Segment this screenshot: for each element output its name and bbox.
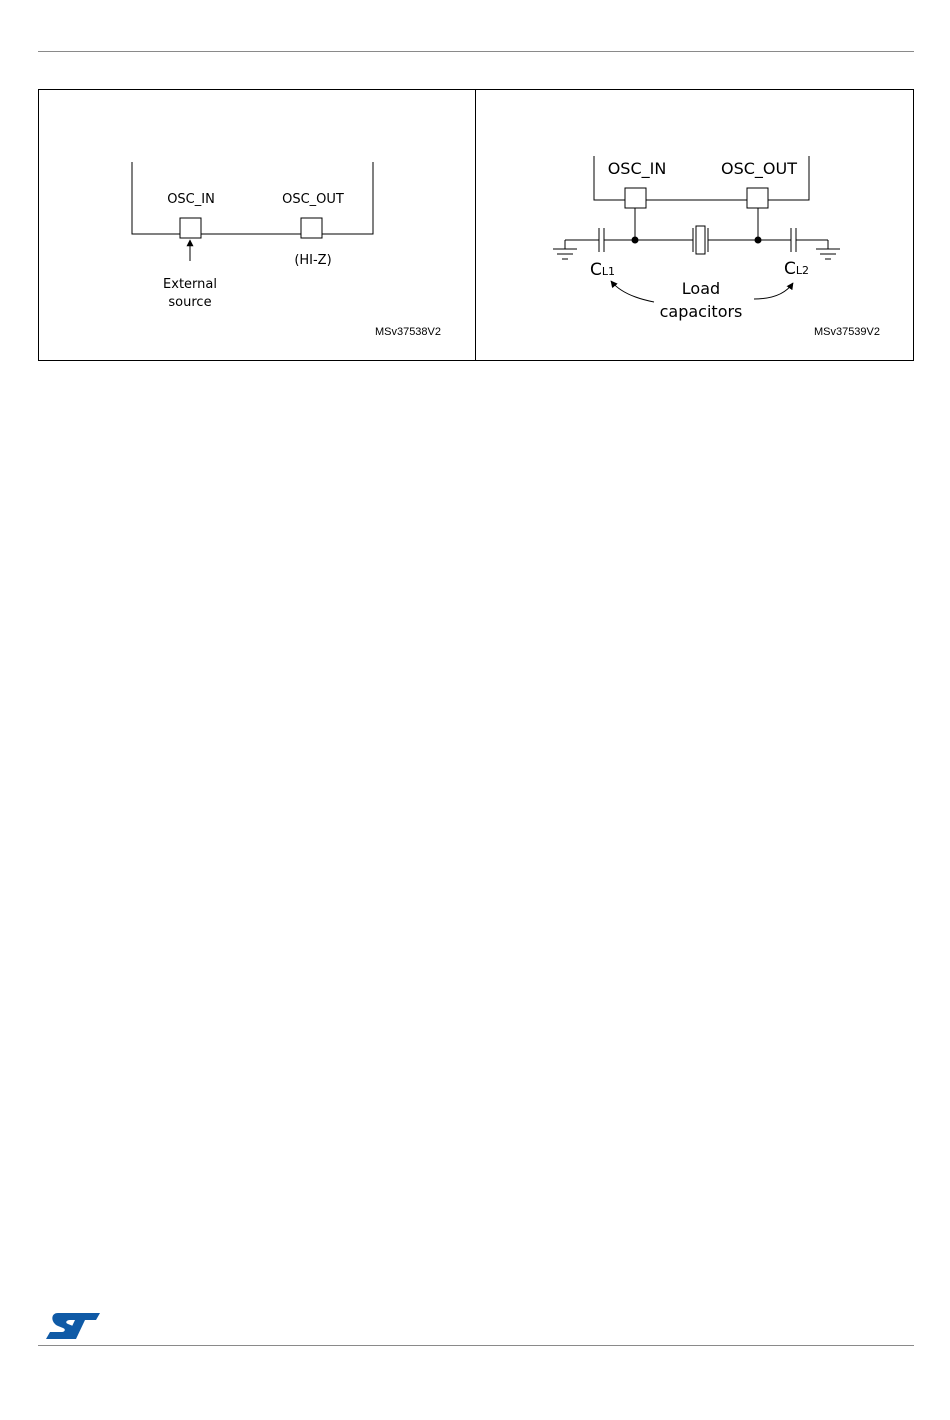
arrow-to-cl1 <box>611 281 654 302</box>
capacitors-label: capacitors <box>659 302 743 321</box>
osc-out-label: OSC_OUT <box>721 159 797 178</box>
diagram-ref-right: MSv37539V2 <box>813 326 880 338</box>
cl2-label <box>784 259 809 279</box>
footer-rule <box>38 1345 914 1346</box>
osc-in-label: OSC_IN <box>167 192 215 207</box>
junction-dot <box>632 237 639 244</box>
junction-dot <box>755 237 762 244</box>
external-label: External <box>163 277 217 292</box>
cl2-sub: L2 <box>795 264 810 277</box>
ground-left-icon <box>553 240 577 259</box>
header-rule <box>38 51 914 52</box>
st-logo-icon <box>44 1311 102 1341</box>
crystal-diagram <box>553 156 880 338</box>
cl2-main: C <box>784 259 796 279</box>
hiz-label: (HI-Z) <box>294 253 332 268</box>
cl1-sub: L1 <box>601 265 616 278</box>
osc-out-pin <box>747 188 768 208</box>
diagram-ref-left: MSv37538V2 <box>374 326 441 338</box>
crystal-icon <box>696 226 705 254</box>
external-source-diagram <box>132 162 441 338</box>
ground-right-icon <box>816 240 840 259</box>
load-label: Load <box>681 279 721 298</box>
osc-in-pin <box>625 188 646 208</box>
arrow-to-cl2 <box>754 283 793 299</box>
oscillator-figure <box>38 89 914 361</box>
cl1-main: C <box>590 260 602 280</box>
cl1-label <box>590 260 615 280</box>
osc-out-label: OSC_OUT <box>282 192 344 207</box>
osc-in-label: OSC_IN <box>607 159 667 178</box>
osc-in-pin <box>180 218 201 238</box>
osc-out-pin <box>301 218 322 238</box>
source-label: source <box>168 295 212 310</box>
